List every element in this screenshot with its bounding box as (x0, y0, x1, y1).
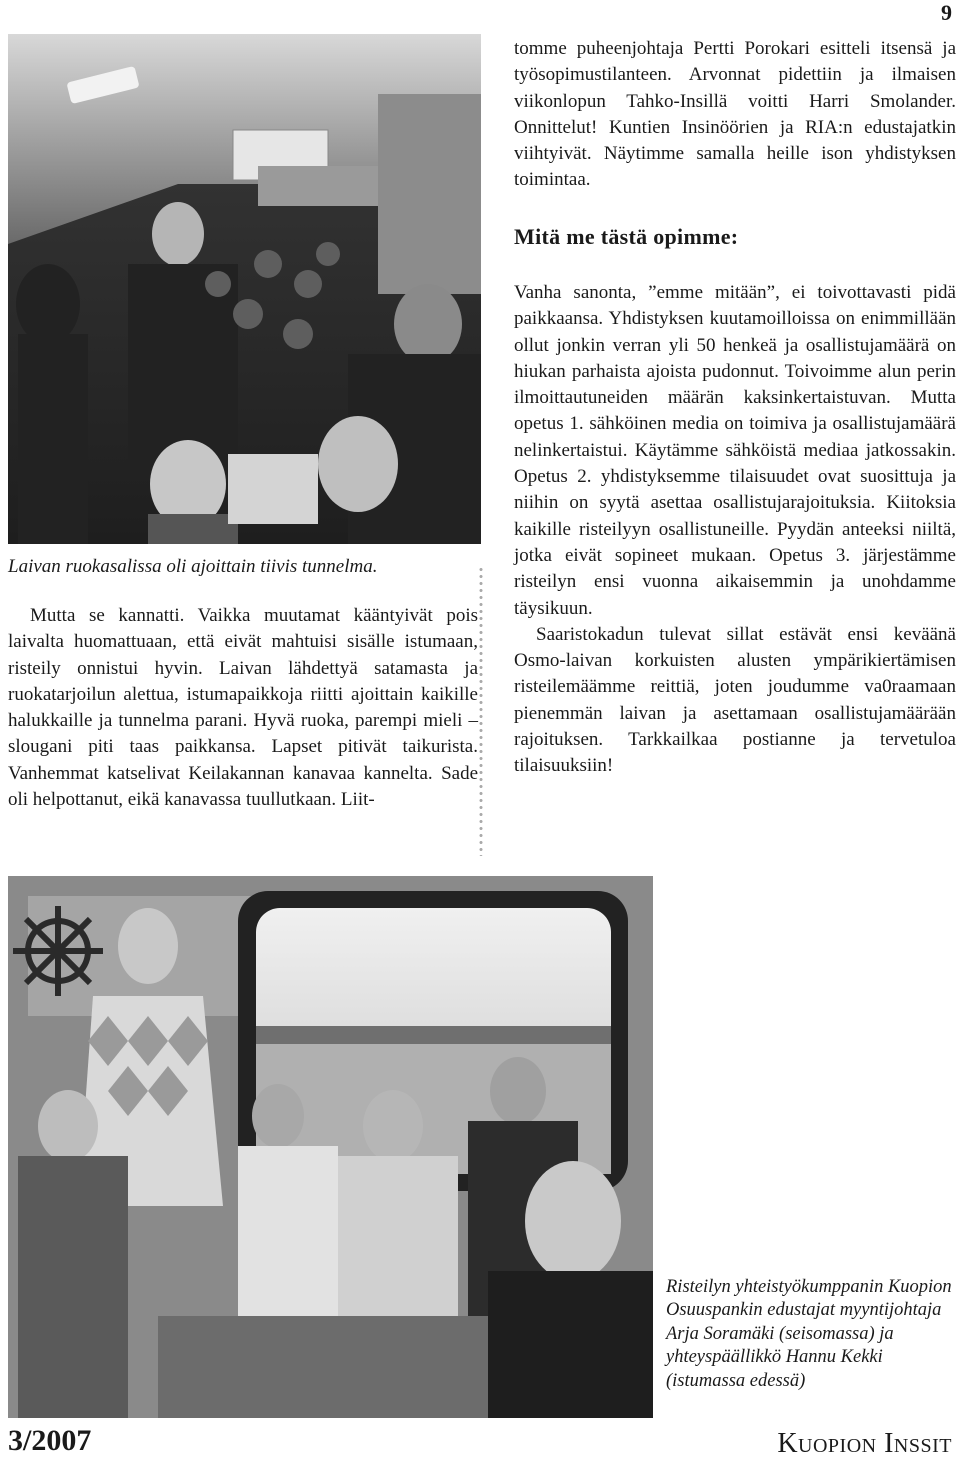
continuation-paragraph: tomme puheenjohtaja Pertti Porokari esitteli itsensä ja työsopimustilanteen. Arvonnat pidettiin ja ilmaisen viikonlopun Tahko-Insillä voitti Harri Smolander. Onnittelut! Kuntien Insinöörien ja RIA:n edustajatkin viihtyivät. Näytimme samalla heille ison yhdistyksen toimintaa. (514, 38, 956, 191)
dining-hall-photo-graphic (8, 34, 481, 544)
salon-caption: Risteilyn yhteistyökumppanin Kuopion Osuuspankin edustajat myyntijohtaja Arja Soramäki (seisomassa) ja yhteyspäällikkö Hannu Kekki (istumassa edessä) (666, 1277, 952, 1391)
section-heading: Mitä me tästä opimme: (514, 224, 739, 249)
column-divider (478, 566, 484, 856)
dining-hall-photo (8, 34, 481, 544)
page-number: 9 (941, 0, 952, 25)
future-paragraph: Saaristokadun tulevat sillat estävät ensi keväänä Osmo-laivan korkuisten alusten ympärikiertämisen risteilemäämme reittiä, joten joudumme va0raamaan pienemmän laivan ja asettamaan osallistujamäärään rajoituksen. Tarkkailkaa postianne ja tervetuloa tilaisuuksiin! (514, 623, 956, 777)
right-column-body (514, 280, 956, 780)
salon-photo (8, 876, 653, 1418)
lessons-paragraph: Vanha sanonta, ”emme mitään”, ei toivottavasti pidä paikkaansa. Yhdistyksen kuutamoilloissa on enimmillään ollut jonkin verran yli 50 henkeä ja osallistujamäärä on hiukan parhaista ajoista pudonnut. Toivoimme alun perin ilmoittautuneiden määrän kaksinkertaistuvan. Mutta opetus 1. sähköinen media on toimiva ja osallistujamäärä nelinkertaistui. Käytämme sähköistä mediaa jatkossakin. Opetus 2. yhdistyksemme tilaisuudet ovat suosittuja ja niihin on syytä asettaa osallistujarajoituksia. Kiitoksia kaikille risteilyyn osallistuneille. Pyydän anteeksi niiltä, jotka eivät sopineet mukaan. Opetus 3. järjestämme risteilyn ensi vuonna aikaisemmin ja unohdamme täysikuun. (514, 282, 956, 619)
dining-hall-caption: Laivan ruokasalissa oli ajoittain tiivis tunnelma. (8, 556, 378, 577)
salon-photo-graphic (8, 876, 653, 1418)
magazine-title: Kuopion Inssit (777, 1428, 952, 1459)
left-column (8, 603, 478, 813)
left-paragraph: Mutta se kannatti. Vaikka muutamat kääntyivät pois laivalta huomattuaan, että eivät mahtuisi sisälle istumaan, risteily onnistui hyvin. Laivan lähdettyä satamasta ja ruokatarjoilun alettua, istumapaikkoja riitti ajoittain kaikille halukkaille ja tunnelma parani. Hyvä ruoka, parempi mieli – slougani piti taas paikkansa. Lapset pitivät taikurista. Vanhemmat katselivat Keilakannan kanavaa kannelta. Sade oli helpottanut, eikä kanavassa tuullutkaan. Liit- (8, 605, 478, 811)
issue-number: 3/2007 (8, 1424, 92, 1457)
right-column-continuation (514, 36, 956, 194)
